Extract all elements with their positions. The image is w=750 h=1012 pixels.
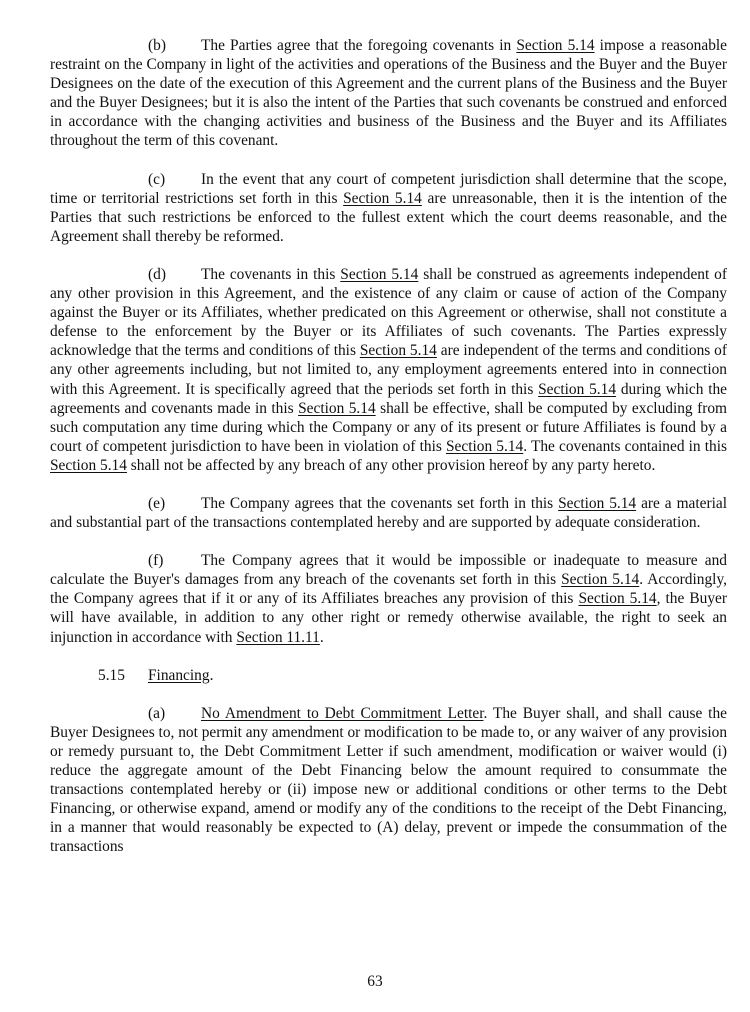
paragraph-f	[50, 551, 727, 646]
paragraph-label: (a)	[148, 704, 166, 722]
section-reference: Section 5.14	[561, 571, 640, 589]
paragraph-text: . Accordingly, the Company agrees that if it or any of its Affiliates breaches any provision of this	[50, 571, 727, 608]
section-number: 5.15	[98, 666, 125, 684]
section-reference: Section 5.14	[558, 494, 637, 512]
section-reference: Section 5.14	[516, 37, 595, 54]
section-reference: Section 5.14	[340, 265, 419, 283]
section-heading-5-15	[50, 666, 727, 685]
paragraph-text: shall not be affected by any breach of any other provision hereof by any party hereto.	[126, 456, 656, 474]
paragraph-c	[50, 170, 727, 246]
paragraph-text: . The covenants contained in this	[523, 437, 727, 455]
paragraph-text: The covenants in this	[201, 265, 341, 283]
section-reference: Section 5.14	[445, 437, 524, 455]
document-page	[50, 36, 727, 875]
paragraph-label: (c)	[148, 170, 166, 188]
section-reference: Section 11.11	[236, 628, 320, 646]
section-title: Financing	[148, 666, 210, 684]
paragraph-label: (b)	[148, 37, 166, 54]
paragraph-text: . The Buyer shall, and shall cause the Buyer Designees to, not permit any amendment or modification to be made to, or any waiver of any provision or remedy pursuant to, the Debt Commitment Letter if such amendment, modification or waiver would (i) reduce the aggregate amount of the Debt Financing below the amount required to consummate the transactions contemplated hereby or (ii) impose new or additional conditions or other terms to the Debt Financing, or otherwise expand, amend or modify any of the conditions to the receipt of the Debt Financing, in a manner that would reasonably be expected to (A) delay, prevent or impede the consummation of the transactions	[50, 704, 728, 856]
paragraph-5-15-a	[50, 704, 727, 857]
section-reference: Section 5.14	[359, 342, 437, 360]
paragraph-text: are unreasonable, then it is the intention of the Parties that such restrictions be enforced to the fullest extent which the court deems reasonable, and the Agreement shall thereby be reformed.	[50, 189, 727, 245]
paragraph-text: The Company agrees that it would be impossible or inadequate to measure and calculate the Buyer's damages from any breach of the covenants set forth in this	[50, 552, 727, 589]
section-reference: Section 5.14	[343, 189, 422, 207]
paragraph-d	[50, 265, 727, 475]
paragraph-heading: No Amendment to Debt Commitment Letter	[201, 704, 484, 722]
paragraph-text: shall be effective, shall be computed by excluding from such computation any time during which the Company or any of its present or future Affiliates is found by a court of competent jurisdiction to have been in violation of this	[50, 399, 727, 455]
paragraph-label: (e)	[148, 494, 166, 512]
paragraph-text: , the Buyer will have available, in addition to any other right or remedy otherwise available, the right to seek an injunction in accordance with	[50, 590, 727, 646]
paragraph-text: during which the agreements and covenants made in this	[50, 380, 728, 417]
section-reference: Section 5.14	[298, 399, 376, 417]
section-reference: Section 5.14	[50, 456, 127, 474]
paragraph-label: (d)	[148, 265, 166, 283]
paragraph-text: In the event that any court of competent jurisdiction shall determine that the scope, time or territorial restrictions set forth in this	[50, 170, 727, 207]
paragraph-text: shall be construed as agreements independent of any other provision in this Agreement, and the existence of any claim or cause of action of the Company against the Buyer or its Affiliates, whether predicated on this Agreement or otherwise, shall not constitute a defense to the enforcement by the Buyer or its Affiliates of such covenants. The Parties expressly acknowledge that the terms and conditions of this	[50, 265, 727, 360]
section-reference: Section 5.14	[538, 380, 617, 398]
paragraph-text: The Parties agree that the foregoing covenants in	[201, 37, 517, 54]
paragraph-label: (f)	[148, 552, 164, 570]
paragraph-text: are a material and substantial part of the transactions contemplated hereby and are supported by adequate consideration.	[50, 494, 727, 532]
section-reference: Section 5.14	[578, 590, 657, 608]
paragraph-b	[50, 36, 727, 151]
paragraph-e	[50, 494, 727, 532]
paragraph-text: .	[319, 628, 324, 646]
paragraph-text: The Company agrees that the covenants set forth in this	[201, 494, 559, 512]
paragraph-text: are independent of the terms and conditions of any other agreements including, but not limited to, any employment agreements entered into in connection with this Agreement. It is specifically agreed that the periods set forth in this	[50, 342, 727, 398]
paragraph-text: impose a reasonable restraint on the Company in light of the activities and operations of the Business and the Buyer and the Buyer Designees on the date of the execution of this Agreement and the current plans of the Business and the Buyer and the Buyer Designees; but it is also the intent of the Parties that such covenants be construed and enforced in accordance with the changing activities and business of the Business and the Buyer and its Affiliates throughout the term of this covenant.	[50, 37, 727, 150]
section-title-suffix: .	[209, 666, 214, 684]
page-number: 63	[367, 973, 383, 990]
